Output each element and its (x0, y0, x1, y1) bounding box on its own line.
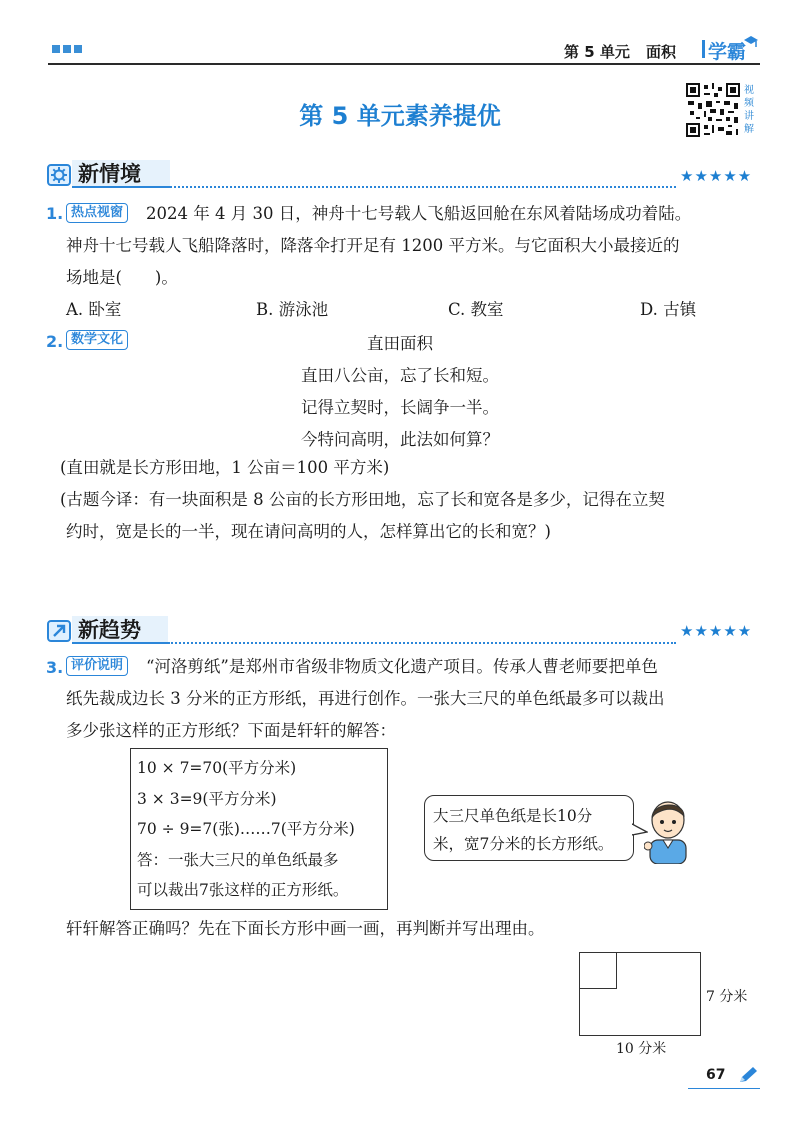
poem-line: 记得立契时，长阔争一半。 (301, 398, 499, 417)
question-tag: 数学文化 (66, 330, 128, 350)
option-c[interactable]: C. 教室 (448, 300, 504, 319)
q3-text-line3: 多少张这样的正方形纸？下面是轩轩的解答： (66, 721, 396, 740)
trend-arrow-icon (47, 620, 71, 642)
q1-text-line1: 2024 年 4 月 30 日，神舟十七号载人飞船返回舱在东风着陆场成功着陆。 (146, 204, 692, 223)
q2-note: (直田就是长方形田地，1 公亩＝100 平方米) (60, 458, 390, 477)
brand-divider (702, 40, 705, 58)
question-number: 2. (46, 332, 64, 351)
section-title-new-situation: 新情境 (72, 160, 170, 188)
header-topic: 面积 (646, 43, 677, 61)
question-number: 3. (46, 658, 64, 677)
bubble-line: 米，宽7分米的长方形纸。 (433, 835, 614, 853)
question-number: 1. (46, 204, 64, 223)
option-d[interactable]: D. 古镇 (640, 300, 697, 319)
poem-line: 今特问高明，此法如何算？ (301, 430, 499, 449)
square-sketch (579, 952, 617, 989)
solution-line: 10 × 7=70(平方分米) (137, 759, 297, 777)
speech-bubble (424, 795, 634, 861)
solution-line: 3 × 3=9(平方分米) (137, 789, 277, 808)
rect-height-label: 7 分米 (706, 989, 748, 1005)
q1-text-line2: 神舟十七号载人飞船降落时，降落伞打开足有 1200 平方米。与它面积大小最接近的 (66, 236, 680, 255)
section-divider (168, 642, 676, 644)
student-solution-box (130, 748, 388, 910)
solution-line: 答：一张大三尺的单色纸最多 (137, 850, 339, 869)
qr-label: 视频讲解 (744, 85, 754, 135)
qr-code-icon[interactable] (686, 83, 740, 137)
bubble-line: 大三尺单色纸是长10分 (433, 807, 593, 825)
q1-text-line3: 场地是( )。 (66, 268, 178, 287)
page-title: 第 5 单元素养提优 (299, 102, 501, 130)
q3-text-line2: 纸先裁成边长 3 分米的正方形纸，再进行创作。一张大三尺的单色纸最多可以裁出 (66, 689, 665, 708)
student-avatar (644, 796, 692, 864)
question-tag: 热点视窗 (66, 203, 128, 223)
q2-translation-line2: 约时，宽是长的一半，现在请问高明的人，怎样算出它的长和宽？) (66, 522, 551, 541)
solution-line: 可以裁出7张这样的正方形纸。 (137, 881, 349, 899)
footer-rule (688, 1088, 760, 1089)
poem-title: 直田面积 (367, 334, 433, 353)
difficulty-stars: ★★★★★ (680, 622, 753, 640)
question-tag: 评价说明 (66, 656, 128, 676)
rect-width-label: 10 分米 (616, 1041, 667, 1057)
option-a[interactable]: A. 卧室 (66, 300, 122, 319)
brand-logo: 学霸 (708, 41, 747, 63)
header-rule (48, 63, 760, 65)
q3-text-line1: “河洛剪纸”是郑州市省级非物质文化遗产项目。传承人曹老师要把单色 (146, 657, 658, 676)
option-b[interactable]: B. 游泳池 (256, 300, 329, 319)
header-unit: 第 5 单元 (564, 43, 630, 61)
section-title-new-trend: 新趋势 (72, 616, 168, 644)
difficulty-stars: ★★★★★ (680, 167, 753, 185)
section-divider (170, 186, 676, 188)
q3-prompt: 轩轩解答正确吗？先在下面长方形中画一画，再判断并写出理由。 (66, 919, 545, 938)
q2-translation-line1: (古题今译：有一块面积是 8 公亩的长方形田地，忘了长和宽各是多少，记得在立契 (60, 490, 665, 509)
solution-line: 70 ÷ 9=7(张)……7(平方分米) (137, 820, 355, 838)
gear-icon (47, 164, 71, 186)
page-number: 67 (706, 1067, 726, 1083)
header-decoration (52, 45, 82, 53)
poem-line: 直田八公亩，忘了长和短。 (301, 366, 499, 385)
pencil-icon (738, 1066, 758, 1084)
graduation-cap-icon (744, 36, 758, 48)
